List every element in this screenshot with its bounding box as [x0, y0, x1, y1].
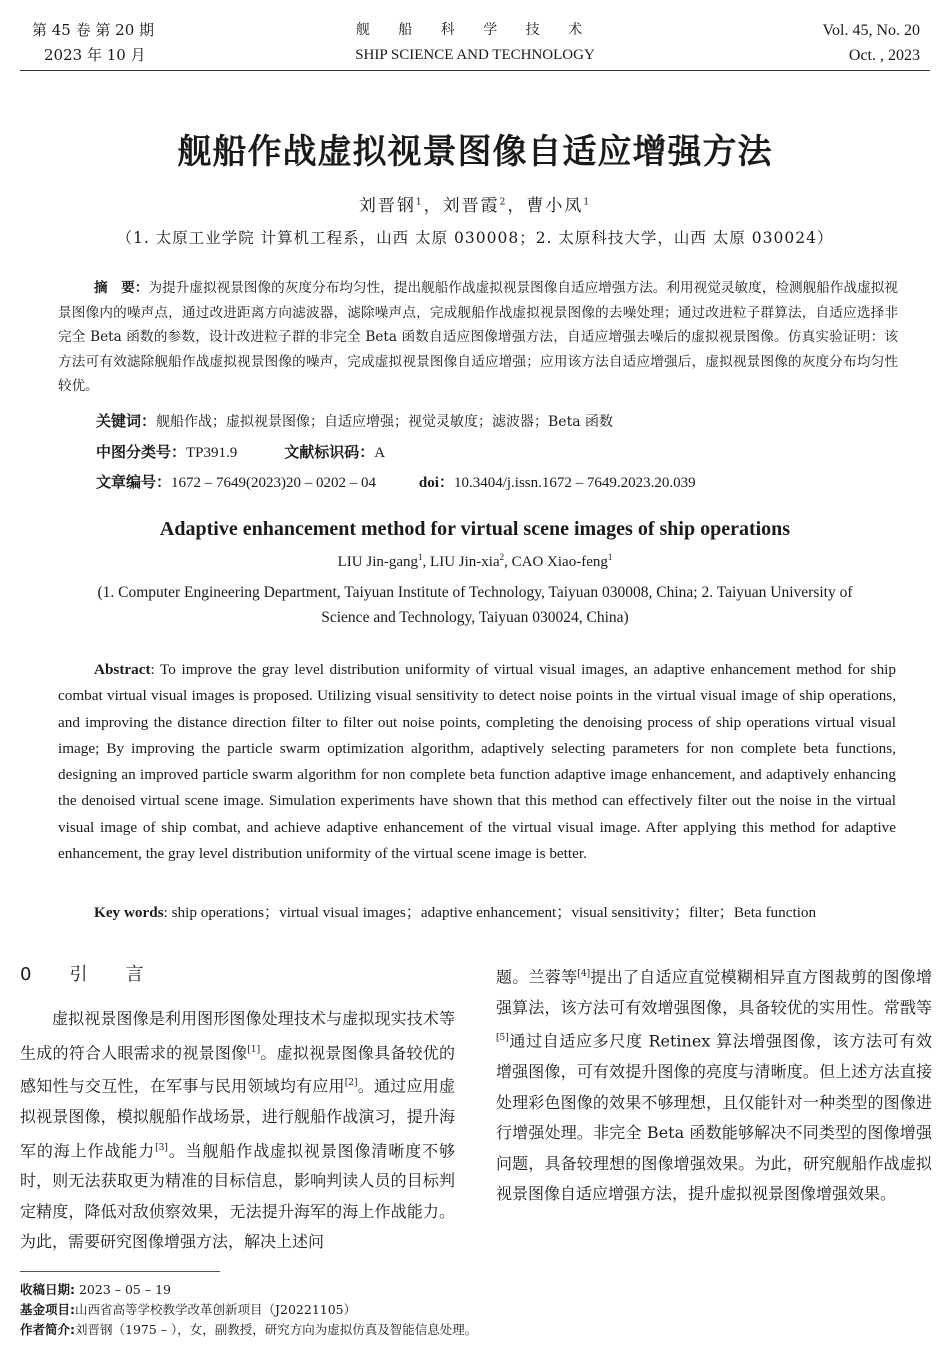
article-id-value: 1672 – 7649(2023)20 – 0202 – 04: [171, 475, 377, 491]
body-text: 提出了自适应直觉模糊相异直方图裁剪的图像增强算法，该方法可有效增强图像，具备较优的实用性。常戬等: [496, 967, 932, 1017]
affiliation: （1. 太原工业学院 计算机工程系，山西 太原 030008；2. 太原科技大学，山西 太原 030024）: [116, 229, 834, 247]
keywords-en-label: Key words: [94, 904, 164, 921]
doi-label: doi：: [418, 475, 454, 491]
section-heading: 0 引 言: [20, 964, 154, 985]
running-header: [20, 18, 930, 71]
affiliation-en: [60, 580, 890, 630]
author-name-en: CAO Xiao-feng: [511, 554, 608, 570]
affiliation-mark: 1: [415, 197, 424, 208]
author-name: 曹小凤: [526, 196, 584, 216]
body-text: 。当舰船作战虚拟视景图像清晰度不够时，则无法获取更为精准的目标信息，影响判读人员的目标判定精度，降低对敌侦察效果，无法提升海军的海上作战能力。为此，需要研究图像增强方法，解决上述问: [20, 1140, 455, 1252]
doi-value: 10.3404/j.issn.1672 – 7649.2023.20.039: [453, 475, 696, 491]
citation: [3]: [155, 1142, 168, 1153]
header-right: [823, 18, 921, 68]
footnote-fund: [20, 1300, 356, 1320]
classification-row: [96, 441, 385, 464]
received-date: 2023 – 05 – 19: [75, 1282, 171, 1297]
body-text: 。通过应用虚拟视景图像，模拟舰船作战场景，进行舰船作战演习，提升海军的海上作战能力: [20, 1076, 455, 1160]
body-column-right: [496, 959, 932, 1210]
author-bio-label: 作者简介:: [20, 1322, 75, 1337]
clc-label: 中图分类号：: [96, 443, 187, 461]
author-separator: ,: [422, 554, 431, 570]
citation: [4]: [577, 969, 591, 979]
body-text: 通过自适应多尺度 Retinex 算法增强图像，该方法可有效增强图像，可有效提升图像的亮度与清晰度。但上述方法直接处理彩色图像的效果不够理想，且仅能针对一种类型的图像进行增强处理。非完全 Beta 函数能够解决不同类型的图像增强问题，具备较理想的图像增强效果。为此，研究舰船作战虚拟视景图像自适应增强方法，提升虚拟视景图像增强效果。: [496, 1031, 932, 1204]
affiliation-mark: 1: [607, 552, 613, 562]
author-list-en: [0, 552, 950, 571]
body-text: 。虚拟视景图像具备较优的感知性与交互性，在军事与民用领域均有应用: [20, 1042, 455, 1096]
abstract-en-label: Abstract: [94, 661, 151, 678]
abstract-en-text: : To improve the gray level distribution uniformity of virtual visual images, an adaptive enhancement method for ship combat virtual visual images is proposed. Utilizing visual sensitivity to detect noise points in the virtual visual image of ship operations, and improving the distance direction filter to filter out noise points, completing the denoising process of ship operations virtual visual image; By improving the particle swarm optimization algorithm, adaptively selecting parameters for non complete beta functions, designing an improved particle swarm algorithm for non complete beta function adaptive image enhancement, and adaptively enhancing the denoised virtual scene image. Simulation experiments have shown that this method can effectively filter out the noise in the virtual visual image of ship combat, and achieve adaptive enhancement of the virtual visual image. After applying this method for adaptive enhancement, the gray level distribution uniformity of the virtual scene image is better.: [58, 661, 896, 863]
journal-name-cn: 舰 船 科 学 技 术: [355, 22, 595, 38]
affiliation-en-line: Science and Technology, Taiyuan 030024, China): [321, 609, 629, 626]
author-separator: ,: [504, 554, 512, 570]
fund-text: 山西省高等学校教学改革创新项目（J20221105）: [75, 1302, 357, 1317]
affiliation-mark: 1: [418, 552, 423, 562]
paper-title: 舰船作战虚拟视景图像自适应增强方法: [177, 132, 773, 172]
doc-code-label: 文献标识码：: [284, 443, 375, 461]
author-bio-text: 刘晋钢（1975 – ），女，副教授，研究方向为虚拟仿真及智能信息处理。: [75, 1322, 478, 1337]
author-separator: ，: [423, 196, 443, 216]
author-name-en: LIU Jin-gang: [337, 554, 419, 570]
author-name: 刘晋钢: [358, 196, 416, 216]
affiliation-mark: 1: [583, 197, 592, 208]
author-name-en: LIU Jin-xia: [430, 554, 500, 570]
abstract-cn-text: 为提升虚拟视景图像的灰度分布均匀性，提出舰船作战虚拟视景图像自适应增强方法。利用视觉灵敏度，检测舰船作战虚拟视景图像内的噪声点，通过改进距离方向滤波器，滤除噪声点，完成舰船作战虚拟视景图像的去噪处理；通过改进粒子群算法，自适应选择非完全 Beta 函数的参数，设计改进粒子群的非完全 Beta 函数自适应图像增强方法，自适应增强去噪后的虚拟视景图像。仿真实验证明：该方法可有效滤除舰船作战虚拟视景图像的噪声，完成虚拟视景图像自适应增强；应用该方法自适应增强后，虚拟视景图像的灰度分布均匀性较优。: [58, 280, 899, 395]
volume-en: Vol. 45, No. 20: [822, 22, 920, 39]
abstract-cn-label: 摘 要：: [94, 280, 149, 296]
footnote-rule: [20, 1271, 220, 1272]
keywords-cn-label: 关键词：: [96, 412, 157, 430]
keywords-en-text: : ship operations；virtual visual images；adaptive enhancement；visual sensitivity；filter；Beta function: [163, 904, 817, 921]
clc-value: TP391.9: [186, 445, 238, 461]
citation: [5]: [496, 1033, 509, 1044]
affiliation-mark: 2: [499, 552, 505, 562]
received-label: 收稿日期:: [20, 1282, 75, 1297]
fund-label: 基金项目:: [20, 1302, 75, 1317]
abstract-en: [58, 657, 896, 867]
header-center: [20, 18, 930, 68]
body-text: 题。兰蓉等: [496, 967, 578, 987]
citation: [2]: [344, 1078, 358, 1089]
affiliation-mark: 2: [499, 197, 508, 208]
journal-name-en: SHIP SCIENCE AND TECHNOLOGY: [355, 47, 595, 63]
paper-title-en: Adaptive enhancement method for virtual scene images of ship operations: [159, 518, 791, 540]
volume-cn: 第 45 卷 第 20 期: [32, 21, 155, 39]
article-id-label: 文章编号：: [96, 473, 172, 491]
citation: [1]: [247, 1044, 261, 1055]
author-name: 刘晋霞: [442, 196, 500, 216]
article-row: [96, 471, 696, 494]
date-cn: 2023 年 10 月: [44, 46, 146, 64]
footnote-received: [20, 1280, 171, 1300]
doc-code-value: A: [374, 445, 386, 461]
keywords-cn-text: 舰船作战；虚拟视景图像；自适应增强；视觉灵敏度；滤波器；Beta 函数: [156, 414, 614, 430]
affiliation-en-line: (1. Computer Engineering Department, Taiyuan Institute of Technology, Taiyuan 030008, China; 2. Taiyuan University of: [97, 584, 853, 601]
body-text: 虚拟视景图像是利用图形图像处理技术与虚拟现实技术等生成的符合人眼需求的视景图像: [20, 1009, 455, 1062]
keywords-cn: [96, 410, 613, 433]
body-column-left: [20, 1004, 455, 1258]
author-separator: ，: [507, 196, 527, 216]
author-list: [0, 191, 950, 216]
date-en: Oct. , 2023: [848, 47, 920, 64]
footnote-author: [20, 1320, 477, 1340]
keywords-en: [94, 901, 816, 922]
abstract-cn: [58, 276, 898, 399]
